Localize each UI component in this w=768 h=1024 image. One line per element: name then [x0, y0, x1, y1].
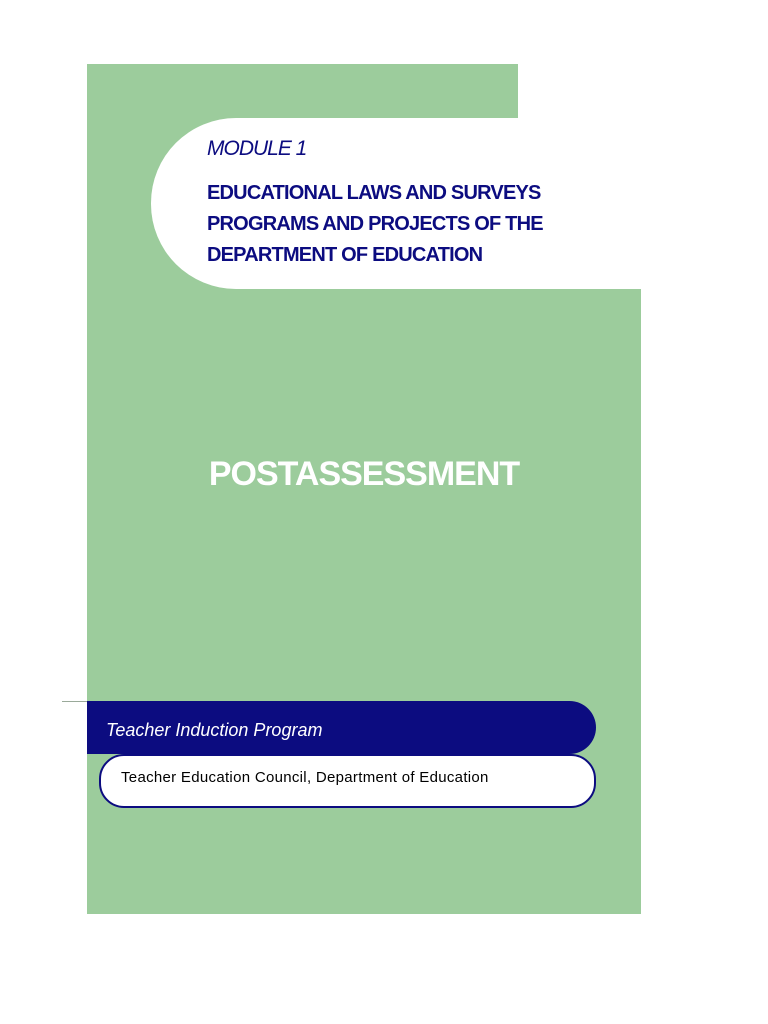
module-label: MODULE 1: [207, 137, 307, 160]
program-name: Teacher Induction Program: [106, 720, 323, 740]
document-heading: POSTASSESSMENT: [208, 455, 520, 493]
cover-notch: [518, 64, 642, 118]
module-title-line: DEPARTMENT OF EDUCATION: [207, 244, 483, 266]
module-title: [207, 178, 543, 271]
module-title-line: PROGRAMS AND PROJECTS OF THE: [207, 213, 543, 235]
council-name: Teacher Education Council, Department of Education: [121, 769, 489, 786]
module-title-line: EDUCATIONAL LAWS AND SURVEYS: [207, 182, 541, 204]
